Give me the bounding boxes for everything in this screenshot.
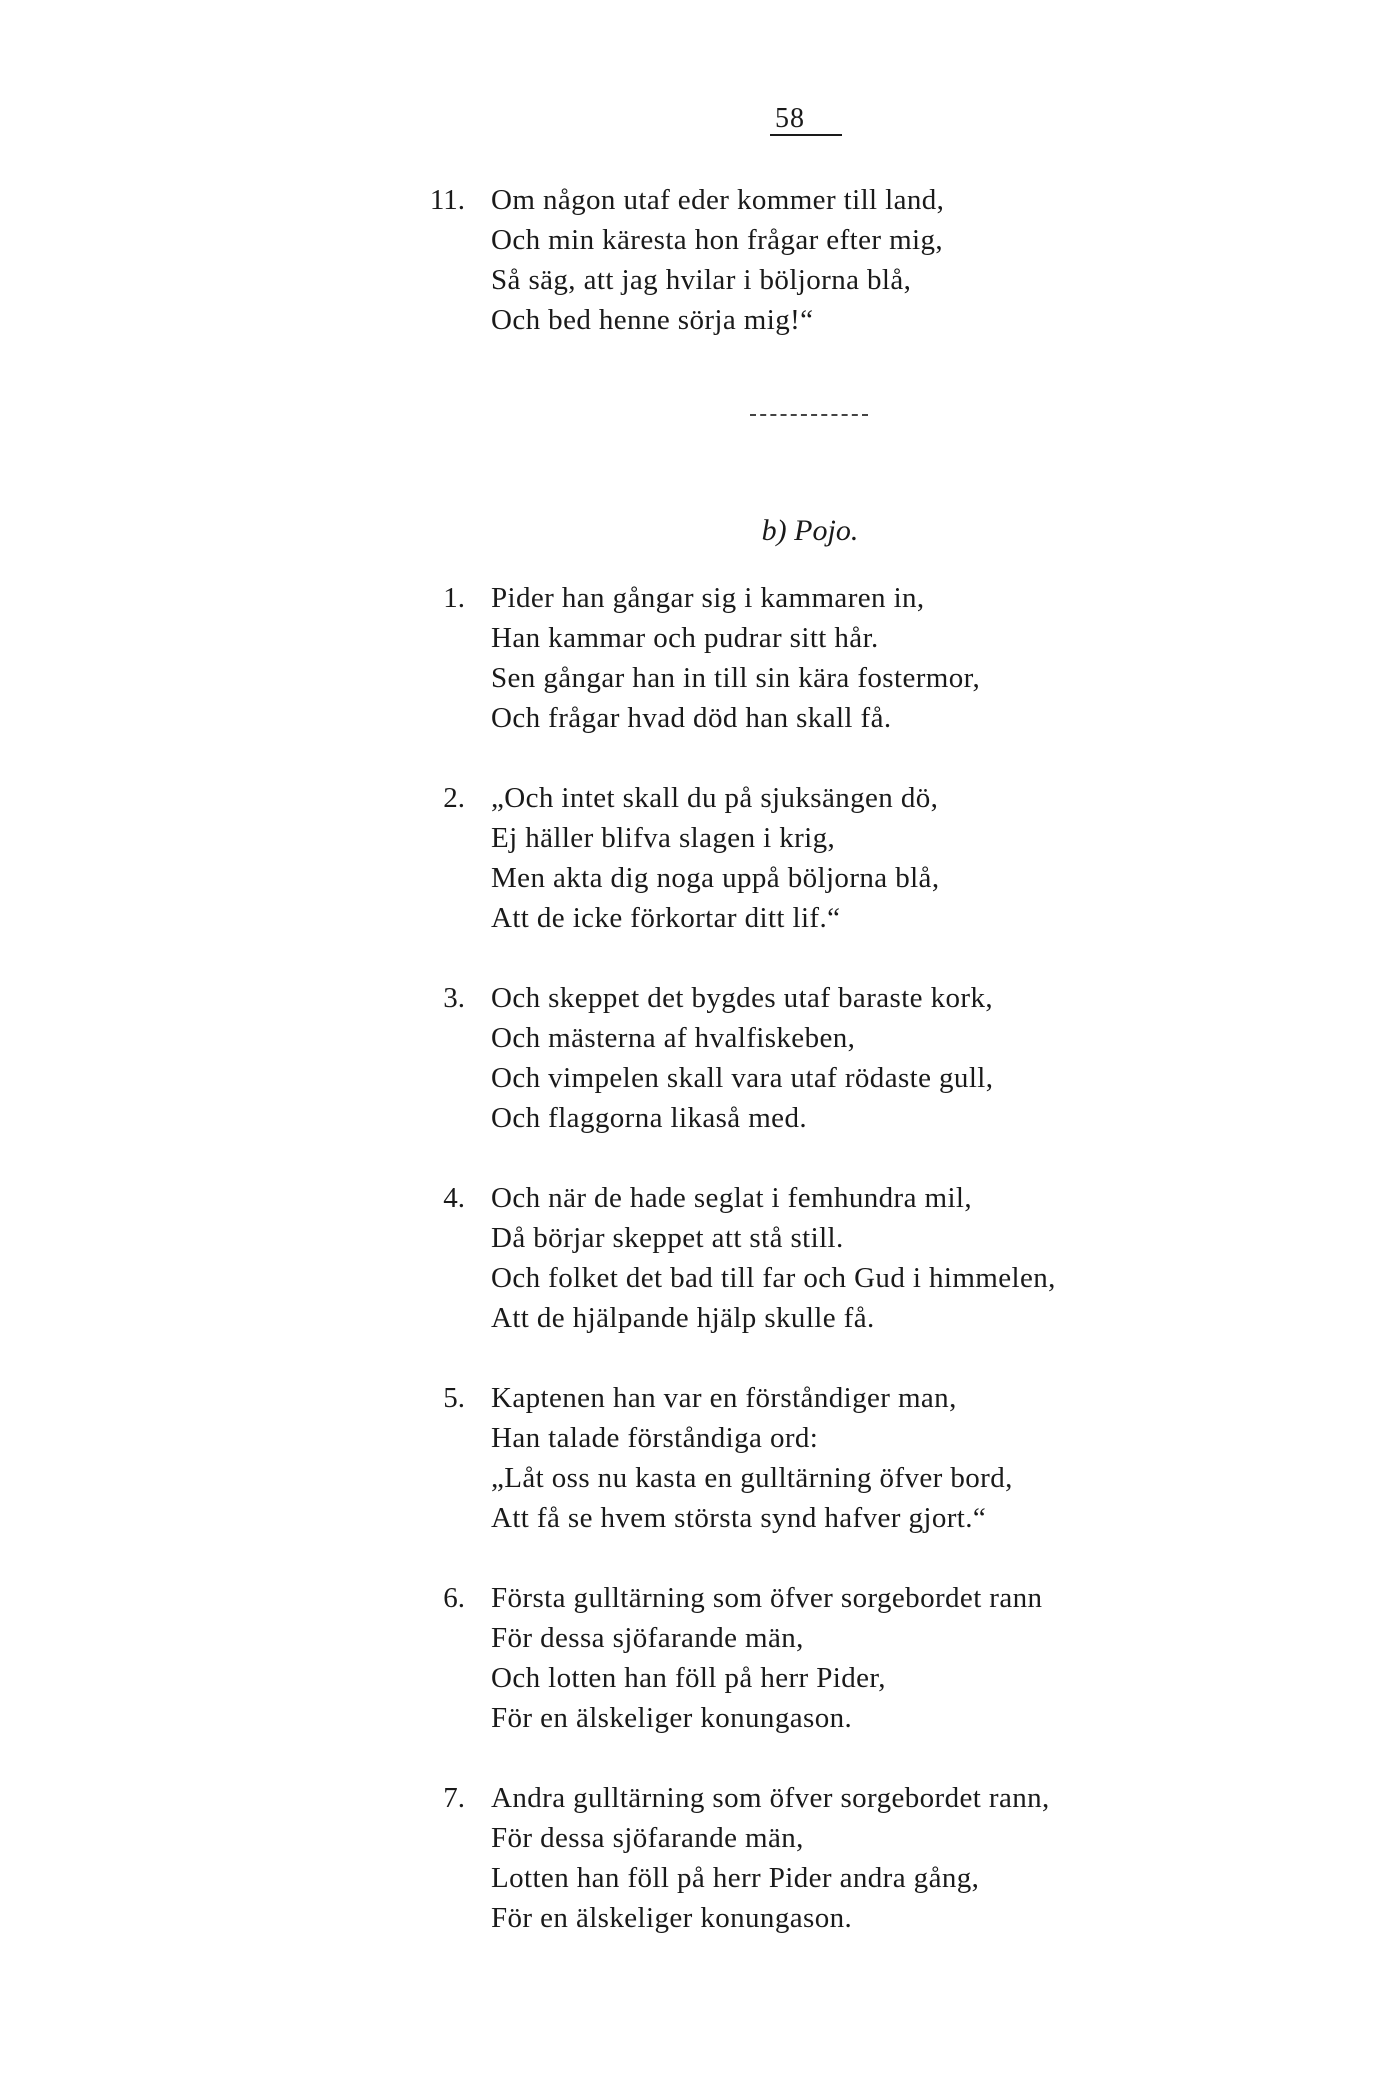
stanza-number: 1. xyxy=(443,582,465,614)
verse-line: För en älskeliger konungason. xyxy=(491,1902,853,1934)
verse-line: För en älskeliger konungason. xyxy=(491,1702,853,1734)
stanza-number: 7. xyxy=(443,1782,465,1814)
verse-line: Och vimpelen skall vara utaf rödaste gull, xyxy=(491,1062,994,1094)
verse-line: Och bed henne sörja mig!“ xyxy=(491,304,814,336)
stanza-lines xyxy=(491,578,1231,738)
verse-line: Att få se hvem största synd hafver gjort.“ xyxy=(491,1502,987,1534)
verse-line: Och skeppet det bygdes utaf baraste kork, xyxy=(491,982,993,1014)
verse-line: Men akta dig noga uppå böljorna blå, xyxy=(491,862,940,894)
stanza-lines xyxy=(491,1178,1231,1338)
verse-line: Och när de hade seglat i femhundra mil, xyxy=(491,1182,973,1214)
verse-line: Första gulltärning som öfver sorgebordet rann xyxy=(491,1582,1043,1614)
verse-line: Att de icke förkortar ditt lif.“ xyxy=(491,902,841,934)
section-heading: b) Pojo. xyxy=(761,514,859,547)
stanza-lines xyxy=(491,180,1231,340)
verse-line: Och mästerna af hvalfiskeben, xyxy=(491,1022,856,1054)
stanza-lines xyxy=(491,978,1231,1138)
verse-line: Pider han gångar sig i kammaren in, xyxy=(491,582,925,614)
verse-line: Om någon utaf eder kommer till land, xyxy=(491,184,945,216)
verse-line: För dessa sjöfarande män, xyxy=(491,1622,804,1654)
verse-line: Andra gulltärning som öfver sorgebordet rann, xyxy=(491,1782,1050,1814)
stanza-number: 11. xyxy=(429,184,465,216)
verse-line: Då börjar skeppet att stå still. xyxy=(491,1222,844,1254)
stanza-number: 3. xyxy=(443,982,465,1014)
verse-line: Och folket det bad till far och Gud i himmelen, xyxy=(491,1262,1056,1294)
stanza-lines xyxy=(491,1778,1231,1938)
page-number: 58 xyxy=(775,103,805,134)
stanza-lines xyxy=(491,1578,1231,1738)
verse-line: Kaptenen han var en förståndiger man, xyxy=(491,1382,957,1414)
page-number-rule xyxy=(770,134,842,136)
verse-line: För dessa sjöfarande män, xyxy=(491,1822,804,1854)
stanza-number: 2. xyxy=(443,782,465,814)
verse-line: Han kammar och pudrar sitt hår. xyxy=(491,622,879,654)
verse-line: Att de hjälpande hjälp skulle få. xyxy=(491,1302,875,1334)
stanza-lines xyxy=(491,1378,1231,1538)
verse-line: Och min käresta hon frågar efter mig, xyxy=(491,224,944,256)
stanza-number: 6. xyxy=(443,1582,465,1614)
stanza-number: 5. xyxy=(443,1382,465,1414)
verse-line: „Låt oss nu kasta en gulltärning öfver bord, xyxy=(491,1462,1013,1494)
stanza-lines xyxy=(491,778,1231,938)
section-divider xyxy=(750,414,868,416)
verse-line: Och frågar hvad död han skall få. xyxy=(491,702,892,734)
verse-line: Han talade förståndiga ord: xyxy=(491,1422,819,1454)
verse-line: Och lotten han föll på herr Pider, xyxy=(491,1662,886,1694)
verse-line: Sen gångar han in till sin kära fostermor, xyxy=(491,662,981,694)
verse-line: „Och intet skall du på sjuksängen dö, xyxy=(491,782,939,814)
verse-line: Och flaggorna likaså med. xyxy=(491,1102,808,1134)
stanza-number: 4. xyxy=(443,1182,465,1214)
verse-line: Så säg, att jag hvilar i böljorna blå, xyxy=(491,264,912,296)
verse-line: Lotten han föll på herr Pider andra gång, xyxy=(491,1862,980,1894)
verse-line: Ej häller blifva slagen i krig, xyxy=(491,822,836,854)
